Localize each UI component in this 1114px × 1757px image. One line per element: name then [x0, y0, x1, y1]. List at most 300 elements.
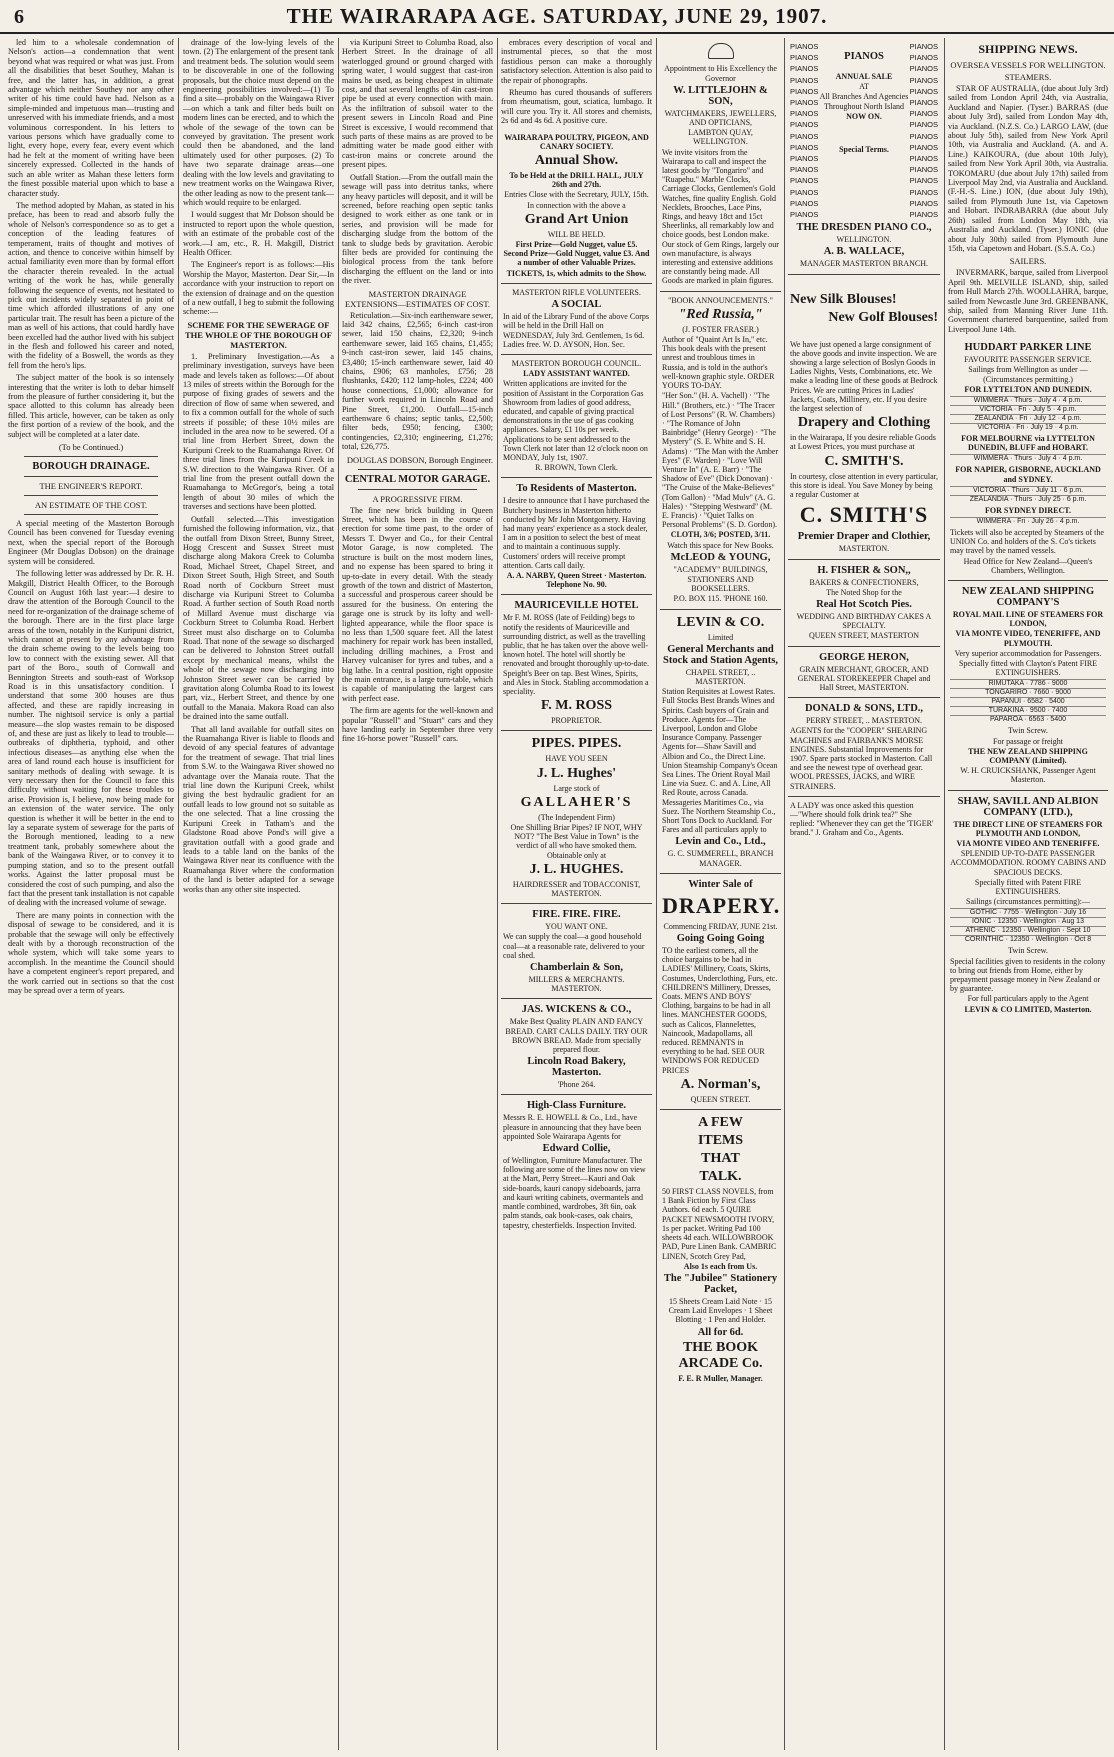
piano-word: PIANOS	[909, 187, 938, 197]
ad-text: FAVOURITE PASSENGER SERVICE.	[964, 355, 1092, 365]
table-cell: TONGARIRO · 7660 · 9000	[950, 689, 1106, 698]
ad-text: VIA MONTE VIDEO, TENERIFFE, AND PLYMOUTH.	[955, 629, 1101, 648]
shipping-heading: SHIPPING NEWS.	[978, 42, 1078, 56]
piano-word: PIANOS	[790, 109, 819, 119]
divider	[24, 476, 158, 477]
ad-text: In courtesy, close attention in every particular, this store is ideal. You Save Money by being a regular Customer at	[790, 471, 938, 500]
ad-title: Drapery and Clothing	[797, 415, 931, 431]
ad-text: We invite visitors from the Wairarapa to call and inspect the latest goods by "Tongariro" and "Ruapehu." Marble Clocks, Carriage Clocks, Gentlemen's Gold Watches, fine quality English. Gold Necklets, Brooches, Lace Pins, Rings, and heavy 18ct and 15ct Sheerlinks, all remarkably low and choice goods, best London make. Our stock of Gem Rings, largely our own manufacture, is always interesting and extensive additions are constantly being made. All Goods are marked in plain figures.	[662, 147, 779, 286]
table-cell: VICTORIA · Fri · July 5 · 4 p.m.	[950, 405, 1106, 414]
table-cell: PAPANUI · 6582 · 5400	[950, 698, 1106, 707]
ad-title: THE BOOK ARCADE Co.	[678, 1339, 763, 1371]
ad-text: in the Wairarapa, If you desire reliable Goods at Lowest Prices, you must purchase at	[790, 433, 936, 452]
ad-text: Also 1s each from Us.	[683, 1261, 758, 1271]
ad-text: W. H. CRUICKSHANK, Passenger Agent Masterton.	[960, 766, 1096, 785]
ad-title: J. L. HUGHES.	[529, 861, 624, 877]
table-row	[950, 707, 1106, 716]
page-number: 6	[14, 6, 24, 28]
ad-text: For passage or freight	[993, 736, 1063, 746]
article-paragraph: That all land available for outfall sites on the Ruamahanga River is liable to floods and devoid of any special features of advantage for the treatment of sewage. That trial lines from S.W. to the Waingawa River showed no advantage over the Manaia route. That the trial line down the Kuripuni Creek, whilst giving the best hydraulic gradient for an outfall leads to low ground not so suitable as the one selected. That a line crossing the Kuripuni Creek in Tatham's and the Gladstone Road above Pond's will give a gravitation outfall with a good grade and leads to a table land on the banks of the Waingawa River near its confluence with the Ruamahanga River where the conformation of the land is better adapted for a sewage works than any other site inspected.	[183, 724, 334, 894]
article-paragraph: There are many points in connection with the disposal of sewage to be considered, and it is probable that the sewage will only be effectively dealt with by a thorough reconstruction of the whole system, which will take some years to accomplish. In the meantime the Council should have a competent engineer's report prepared, and the work carried out in sections so that the cost may be spread over a term of years.	[8, 910, 174, 995]
fleet-table	[950, 908, 1106, 944]
masthead	[0, 4, 1114, 34]
shipping-subheading: OVERSEA VESSELS FOR WELLINGTON.	[950, 60, 1106, 70]
piano-word: PIANOS	[909, 64, 938, 74]
ad-text: QUEEN STREET, MASTERTON	[808, 631, 920, 641]
ad-text: ANNUAL SALE	[835, 72, 893, 81]
ad-text: GRAIN MERCHANT, GROCER, AND GENERAL STOREKEEPER Chapel and Hall Street, MASTERTON.	[797, 664, 931, 692]
article-paragraph: embraces every description of vocal and instrumental pieces, so that the most fastidious person can make a thoroughly satisfactory selection. Attention is also paid to the repair of phonographs.	[501, 38, 652, 85]
schedule-heading: FOR MELBOURNE via LYTTELTON DUNEDIN, BLUFF and HOBART.	[961, 433, 1095, 453]
shaw-savill-ad	[948, 791, 1108, 1019]
ad-text: VIA MONTE VIDEO AND TENERIFFE.	[956, 839, 1100, 849]
article-paragraph: The Engineer's report is as follows:—His Worship the Mayor, Masterton. Dear Sir,—In accordance with your instruction to report on the extension of drainage and on the question of a new outfall, I beg to submit the following scheme:—	[183, 260, 334, 317]
ad-text: Watch this space for New Books.	[667, 540, 774, 550]
piano-word: PIANOS	[909, 98, 938, 108]
piano-word: PIANOS	[909, 154, 938, 164]
table-cell: ZEALANDIA · Fri · July 12 · 4 p.m.	[950, 414, 1106, 423]
column-4	[501, 38, 652, 1750]
article-paragraph: The firm are agents for the well-known and popular "Russell" and "Stuart" cars and they have landing early in September three very fine 16-horse power "Russell" cars.	[342, 706, 493, 744]
table-cell: PAPAROA · 6563 · 5400	[950, 716, 1106, 725]
article-paragraph: via Kuripuni Street to Columba Road, also Herbert Street. In the drainage of all waterlogged ground or ground charged with spring water, I would suggest that cast-iron mains be used, as being cheapest in ultimate cost, and that several lengths of 4in cast-iron pipe be used at every connection with main. As the infiltration of subsoil water to the present sewers in Lincoln Road and Pine Street is excessive, I would recommend that such parts of these mains as are proved to be admitting water be made good either with cast-iron mains or concrete around the present pipes.	[342, 38, 493, 170]
article-paragraph: drainage of the low-lying levels of the town. (2) The enlargement of the present tank and treatment beds. The solution would seem to be discoverable in one of the following proposals, but the choice must depend on the engineering possibilities involved:—(1) To find a site—probably on the Waingawa River—on which a tank and filter beds built on modern lines can be erected, and to which the whole of the sewage of the town can be conveyed by gravitation. The present work could then be abandoned, and the land ultimately used for other purposes. (2) To have two separate drainage areas—one dealing with the low levels and gravitating to new treatment works on the Waingawa River, the other leading as now to the present tank—which would require to be enlarged.	[183, 38, 334, 207]
piano-word: PIANOS	[790, 210, 819, 220]
ad-text: One Shilling Briar Pipes? IF NOT, WHY NOT? "The Best Value in Town" is the verdict of all who have smoked them. Obtainable only at	[510, 823, 643, 860]
article-paragraph: I would suggest that Mr Dobson should be instructed to report upon the whole question, with an estimate of the probable cost of the work.—I am, etc., R. H. Makgill, District Health Officer.	[183, 210, 334, 257]
ad-text: TICKETS, 1s, which admits to the Show.	[506, 268, 647, 278]
ad-text: WATCHMAKERS, JEWELLERS, AND OPTICIANS,	[664, 108, 777, 128]
bakery-ad	[501, 999, 652, 1095]
ad-text: Twin Screw.	[1008, 726, 1048, 736]
ad-text: CLOTH, 3/6; POSTED, 3/11.	[670, 530, 771, 540]
table-row	[950, 698, 1106, 707]
ad-title: High-Class Furniture.	[527, 1100, 626, 1112]
ad-text: P.O. BOX 115. 'PHONE 160.	[673, 594, 768, 604]
ad-signature: R. BROWN, Town Clerk.	[535, 463, 618, 473]
ad-text: STATIONERS AND BOOKSELLERS.	[687, 574, 754, 594]
ad-title: LADY ASSISTANT WANTED.	[523, 369, 630, 379]
ad-title: New Golf Blouses!	[828, 309, 938, 325]
book-ad	[660, 292, 781, 610]
ad-title: DRAPERY.	[662, 892, 781, 918]
ad-text: Specially fitted with Patent FIRE EXTINGUISHERS.	[974, 877, 1082, 897]
ad-text: In connection with the above a	[527, 200, 626, 210]
ad-title: FIRE. FIRE. FIRE.	[532, 909, 621, 921]
schedule-table	[950, 396, 1106, 432]
ad-text: In aid of the Library Fund of the above Corps will be held in the Drill Hall on WEDNESDAY, July 3rd. Gentlemen, 1s 6d. Ladies free. W. D. AYSON, Hon. Sec.	[503, 312, 649, 349]
ad-text: HAVE YOU SEEN	[545, 754, 608, 764]
table-cell: IONIC · 12350 · Wellington · Aug 13	[950, 918, 1106, 927]
table-row	[950, 423, 1106, 432]
ad-title: New Silk Blouses!	[790, 291, 897, 307]
column-7	[948, 38, 1108, 1750]
ad-title: PIPES. PIPES.	[531, 736, 622, 752]
poultry-show-ad	[501, 129, 652, 284]
ad-text: LAMBTON QUAY, WELLINGTON.	[688, 128, 753, 147]
ad-text: SPLENDID UP-TO-DATE PASSENGER ACCOMMODATION. ROOMY CABINS AND SPACIOUS DECKS.	[950, 849, 1106, 877]
table-row	[950, 936, 1106, 945]
table-row	[950, 405, 1106, 414]
ad-title: Going Going Going	[676, 933, 765, 945]
piano-ad	[788, 38, 940, 275]
table-row	[950, 486, 1106, 495]
ad-title: H. FISHER & SON,,	[817, 564, 911, 576]
ad-title: Edward Collie,	[542, 1143, 611, 1155]
article-paragraph: The method adopted by Mahan, as stated in his preface, has been to read and absorb fully the whole of Nelson's correspondence so as to get a conception of the leading features of temperament, traits of thought and motives of action, and thence to conceive within himself by actual familiarity even more than by formal effort the character therein revealed. In the actual writing of the work he has, while generally following the sequence of events, not hesitated to pick out incidents widely separated in point of time which afforded illustrations of any one particular trait. The result has been a picture of the man as well of his actions, that could hardly have been excelled had the author lived with his subject in the flesh and followed his career and noted, with the fidelity of a Boswell, the words as they fell from the hero's lips.	[8, 200, 174, 370]
piano-word: PIANOS	[909, 198, 938, 208]
ad-title: W. LITTLEJOHN & SON,	[673, 84, 768, 107]
ad-title: TALK.	[699, 1169, 742, 1185]
furniture-ad	[501, 1095, 652, 1234]
article-paragraph: Rheumo has cured thousands of sufferers from rheumatism, gout, sciatica, lumbago. It will cure you. Try it. All stores and chemists, 2s 6d and 4s 6d. A positive cure.	[501, 88, 652, 126]
table-cell: ATHENIC · 12350 · Wellington · Sept 10	[950, 927, 1106, 936]
hotel-ad	[501, 595, 652, 731]
ad-title: Annual Show.	[534, 153, 619, 169]
piano-word: PIANOS	[790, 142, 819, 152]
shipping-subheading: STEAMERS.	[1004, 72, 1052, 82]
article-paragraph: Outfall Station.—From the outfall main the sewage will pass into detritus tanks, where any heavy particles will deposit, and it will be screened, before reaching open septic tanks designed to work either as one tank or in series, and provision will be made for discharging sludge from the bottom of the tank to sludge beds by gravitation. Aerobic filter beds are provided for continuing the biological process from the tank before discharging the effluent on the land or into the river.	[342, 172, 493, 286]
ad-text: HAIRDRESSER and TOBACCONIST, MASTERTON.	[512, 879, 641, 899]
divider	[24, 456, 158, 457]
ad-text: To be Held at the DRILL HALL, JULY 26th and 27th.	[509, 171, 644, 190]
ad-text: Entries Close with the Secretary, JULY, 15th.	[504, 190, 649, 200]
piano-ad-body	[818, 41, 909, 220]
ad-text: THE NEW ZEALAND SHIPPING COMPANY (Limited).	[968, 746, 1088, 766]
ad-text: For full particulars apply to the Agent	[967, 994, 1089, 1004]
ad-title: To Residents of Masterton.	[516, 483, 637, 495]
grocer-ad	[788, 647, 940, 699]
piano-word: PIANOS	[909, 42, 938, 51]
schedule-table	[950, 486, 1106, 504]
ad-title: A FEW	[698, 1115, 743, 1131]
piano-word: PIANOS	[790, 187, 819, 197]
ad-title: The "Jubilee" Stationery Packet,	[663, 1272, 778, 1295]
table-cell: VICTORIA · Fri · July 19 · 4 p.m.	[950, 423, 1106, 432]
ad-title: A. B. WALLACE,	[823, 246, 905, 258]
ad-text: I desire to announce that I have purchased the Butchery business in Masterton hitherto conducted by Mr John Montgomery. Having had many years' experience as a stock dealer, I am in a position to select the best of meat and to maintain a continuous supply. Customers' orders will receive prompt attention. Carts call daily.	[503, 496, 650, 570]
divider	[24, 514, 158, 515]
ad-title: Winter Sale of	[688, 878, 753, 890]
ad-text: A LADY was once asked this question—"Where should folk drink tea?" She replied: "Whenever they can get the 'TIGER' brand." J. Graham and Co., Agents.	[790, 800, 934, 838]
ad-text: 'Phone 264.	[557, 1080, 596, 1090]
ad-title: ITEMS	[697, 1133, 744, 1149]
table-cell: VICTORIA · Thurs · July 11 · 6 p.m.	[950, 486, 1106, 495]
piano-word: PIANOS	[790, 154, 819, 164]
ad-text: Mr F. M. ROSS (late of Feilding) begs to notify the residents of Mauriceville and surrounding district, as well as the travelling public, that he has taken over the above well-known hotel. The hotel will shortly be renovated and brought thoroughly up-to-date. Speight's Beer on tap. Best Wines, Spirits, and Ales in Stock. Stabling accommodation a speciality.	[503, 613, 649, 696]
shipping-subheading: SAILERS.	[1009, 256, 1047, 267]
ad-text: (J. FOSTER FRASER.)	[682, 324, 759, 334]
ad-text: YOU WANT ONE.	[545, 922, 608, 932]
pianos-border-left	[790, 41, 818, 220]
ad-title: J. L. Hughes'	[536, 765, 617, 781]
divider	[358, 469, 477, 470]
piano-word: PIANOS	[790, 42, 819, 51]
divider	[358, 489, 477, 490]
article-paragraph: The fine new brick building in Queen Street, which has been in the course of erection for some time past, to the order of Messrs T. Dwyer and Co., for their Central Motor Garage, is now completed. The structure is built on the most modern lines, and no expense has been spared to bring it up-to-date in every detail. With the steady growth of the town and district of Masterton, a successful and prosperous career should be assured for the business. On entering the garage one is struck by its lofty and well-lighted appearance, while the floor space is no less than 1,500 square feet. All the latest machinery for repair work has been installed, including drilling machines, a Frost and Harvey vulcaniser for tyres and tubes, and a big lathe. In a central position, right opposite the main entrance, is a large turn-table, which is capable of manipulating the largest cars with perfect ease.	[342, 505, 493, 703]
schedule-table	[950, 454, 1106, 463]
piano-word: PIANOS	[909, 53, 938, 63]
table-row	[950, 689, 1106, 698]
column-5	[660, 38, 781, 1750]
ad-title: Chamberlain & Son,	[529, 962, 624, 974]
ad-text: WELLINGTON.	[836, 235, 892, 245]
ad-text: of Wellington, Furniture Manufacturer. The following are some of the lines now on view at the Mart, Perry Street—Kauri and Oak side-boards, kauri canopy sideboards, jarra and kauri writing cabinets, overmantels and mantle combined, wardrobes, 3ft 6in, oak palm stands, oak book-cases, oak chairs, tapestry, chesterfields. Inspection Invited.	[503, 1156, 646, 1230]
piano-word: PIANOS	[790, 176, 819, 186]
piano-word: PIANOS	[909, 131, 938, 141]
ad-title: GEORGE HERON,	[819, 651, 909, 663]
ad-text: BAKERS & CONFECTIONERS,	[809, 577, 919, 587]
ad-text: Twin Screw.	[1008, 946, 1048, 956]
article-paragraph: Outfall selected.—This investigation furnished the following information, viz., that the outfall from Dixon Street, Bunny Street, Hogg Crescent and Sussex Street must discharge along Makora Creek to Columba Road, Michael Street, Chapel Street, and Dixon Street South, High Street, and South Road north of Cockburn Street must discharge via Kuripuni Street to Columba Road. A further section of South Road north of Millard Avenue must discharge via Cockburn Street to Columba Road. Herbert Street must also discharge on to Columba Road. That none of the sewage so discharged can be delivered to Johnston Street outfall except by mechanical means, whilst the whole of the sewage now discharging into Johnston Street sewer can be carried by gravitation along Columba Road to its lowest part, viz., Herbert Street, and thence by one outfall to the Manaia. Makora Road can also be drained into the same outfall.	[183, 514, 334, 722]
ad-text: Station Requisites at Lowest Rates. Full Stocks Best Brands Wines and Spirits. Cash buyers of Grain and Produce. Agents for—The Liverpool, London and Globe Insurance Company. Passenger Agents for—Shaw Savill and Albion and Co., the Direct Line. Union Steamship Company's Ocean Sea Lines. The Orient Royal Mail Line via Suez. C. and A. Line, All Red Route, across Canada. Messageries Maritimes Co., via Suez. The Northern Steamship Co., Short Tons Dock to Auckland. For Fares and all particulars apply to	[662, 687, 778, 835]
table-cell: ZEALANDIA · Thurs · July 25 · 6 p.m.	[950, 495, 1106, 504]
ad-title: Levin and Co., Ltd.,	[675, 836, 766, 848]
ad-text: "Her Son." (H. A. Vachell) · "The Hill." (Brothers, etc.) · "The Tracer of Lost Persons" (R. W. Chambers) · "The Romance of John Bainbridge" (Henry George) · "The Mystery" (S. E. White and S. H. Adams) · "The Man with the Amber Eyes" (F. Warden) · "Love Will Venture In" (A. E. Barr) · "The Shadow of Eve" (Dick Donovan) · "The Cruise of the Make-Believes" (Tom Gallon) · "Mad Mulv" (A. G. Hales) · "Stepping Westward" (M. E. Francis) · "Quiet Talks on Personal Problems" (S. D. Gordon).	[662, 391, 779, 530]
ad-text: The Noted Shop for the	[826, 587, 902, 597]
ad-title: A. Norman's,	[680, 1076, 761, 1092]
baker-ad	[788, 560, 940, 647]
table-row	[950, 716, 1106, 725]
table-cell: WIMMERA · Thurs · July 4 · 4 p.m.	[950, 396, 1106, 405]
ad-title: THE DRESDEN PIANO CO.,	[796, 222, 932, 234]
pipes-ad	[501, 731, 652, 904]
piano-word: PIANOS	[790, 86, 819, 96]
table-cell: WIMMERA · Thurs · July 4 · 4 p.m.	[950, 455, 1106, 464]
schedule-heading: FOR SYDNEY DIRECT.	[984, 505, 1071, 515]
ad-text: Author of "Quaint Art Is In," etc. This book deals with the present unrest and troublous times in Russia, and is told in the author's well-known graphic style. ORDER YOURS TO-DAY.	[662, 335, 775, 391]
article-heading: BOROUGH DRAINAGE.	[32, 461, 150, 473]
table-row	[950, 517, 1106, 526]
article-paragraph: A special meeting of the Masterton Borough Council has been convened for Tuesday evening next, when the special report of the Borough Engineer (Mr Douglas Dobson) on the drainage system will be considered.	[8, 519, 174, 566]
article-subheading: SCHEME FOR THE SEWERAGE OF THE WHOLE OF THE BOROUGH OF MASTERTON.	[185, 319, 332, 350]
ad-text: Head Office for New Zealand—Queen's Chambers, Wellington.	[963, 556, 1093, 575]
ad-text: 50 FIRST CLASS NOVELS, from 1 Bank Fiction by First Class Authors. 6d each. 5 QUIRE PACKET NEWSMOOTH IVORY, 1s per packet. Writing Pad 100 sheets 4d each. WILLOWBROOK PAD, Pure Linen Bank. CAMBRIC LINEN, Scotch Grey Pad,	[662, 1187, 777, 1261]
schedule-table	[950, 517, 1106, 526]
article-paragraph: 1. Preliminary Investigation.—As a preliminary investigation, surveys have been made and levels taken as follows:—Of about 13 miles of streets within the Borough for the purpose of fixing grades of sewers and the direction of flow of same when sewered, and to fix a common outfall for the whole of such streets if possible; of these 10½ miles are included in the area now to be sewered. Of a trial line from Herbert Street, down the Kuripuni Creek to the Ruamahanga River. Of three trial lines from the Kuripuni Creek in S.W. direction to the Waingawa River. Of a trial line from the present outfall down the Ruamahanga to McGregor's, being a total length of about 30 miles of which the traverses and sections have been plotted.	[183, 351, 334, 512]
column-3	[342, 38, 493, 1750]
coal-ad	[501, 904, 652, 999]
ad-text: NOW ON.	[846, 111, 882, 121]
article-subheading: AN ESTIMATE OF THE COST.	[34, 500, 148, 511]
column-2	[183, 38, 334, 1750]
ad-text: Sailings (circumstances permitting):—	[966, 897, 1090, 907]
ad-title: GALLAHER'S	[520, 794, 633, 810]
table-row	[950, 680, 1106, 689]
piano-word: PIANOS	[790, 165, 819, 175]
ad-text: Limited	[707, 632, 734, 642]
column-rule	[178, 38, 179, 1750]
ad-text: PERRY STREET, .. MASTERTON.	[805, 716, 923, 726]
column-rule	[944, 38, 945, 1750]
ad-title: PIANOS	[844, 51, 884, 62]
table-cell: WIMMERA · Fri · July 26 · 4 p.m.	[950, 517, 1106, 526]
ad-text: CHAPEL STREET, .. MASTERTON.	[685, 667, 756, 686]
shipping-list: INVERMARK, barque, sailed from Liverpool April 9th. MELVILLE ISLAND, ship, sailed from Hull March 27th. WOOLLAHRA, barque, sailed from Newcastle June 3rd. GREENBANK, ship, sailed from Manning River June 11th. Government chartered barquentine, sailed from Liverpool June 14th.	[948, 268, 1108, 334]
table-row	[950, 927, 1106, 936]
piano-word: PIANOS	[909, 165, 938, 175]
ad-title: HUDDART PARKER LINE	[964, 342, 1092, 354]
continued-note: (To be Continued.)	[58, 442, 124, 453]
ad-text: All Branches And Agencies Throughout North Island	[819, 92, 909, 111]
ad-title: JAS. WICKENS & CO.,	[521, 1004, 632, 1016]
table-row	[950, 909, 1106, 918]
table-row	[950, 414, 1106, 423]
ad-signature: F. M. ROSS	[540, 698, 613, 714]
ad-text: MASTERTON.	[838, 544, 890, 554]
column-rule	[338, 38, 339, 1750]
ad-text: Very superior accommodation for Passengers.	[954, 648, 1102, 658]
ad-text: Messrs R. E. HOWELL & Co., Ltd., have pleasure in announcing that they have been appointed Sole Wairarapa Agents for	[503, 1113, 642, 1141]
ad-text: We have just opened a large consignment of the above goods and invite inspection. We are showing a large selection of Boslyn Goods in Ladies Nights, Vests, Combinations, etc. We make a leading line of these goods at Bedrock Prices. We are cutting Prices in Ladies' Jackets, Coats, Millinery, etc. If you desire the largest selection of	[790, 339, 938, 414]
ad-heading: MASTERTON RIFLE VOLUNTEERS.	[512, 287, 641, 297]
ad-title: DONALD & SONS, LTD.,	[804, 703, 924, 715]
butchery-ad	[501, 478, 652, 595]
levin-ad	[660, 610, 781, 874]
column-1	[8, 38, 174, 1750]
piano-word: PIANOS	[790, 120, 819, 130]
tea-ad	[788, 797, 940, 843]
piano-word: PIANOS	[909, 142, 938, 152]
royal-crest-icon	[708, 43, 734, 59]
newspaper-title: THE WAIRARAPA AGE. SATURDAY, JUNE 29, 1907.	[286, 4, 828, 28]
jeweller-ad	[660, 38, 781, 292]
piano-word: PIANOS	[909, 210, 938, 220]
table-row	[950, 495, 1106, 504]
article-paragraph: led him to a wholesale condemnation of Nelson's action—a condemnation that went beyond what was required or what was just. From all the disabilities that beset Southey, Mahan is free, and the latter has, in addition, a great advantage which neither Southey nor any other writer of his time could have had. Nelson as a simple-minded and impetuous man—trusting and unreserved with his immediate friends, and a most voluminous correspondent. In his letters to various persons which have gradually come to light, every hope, every fear, every event which had he felt at the moment of writing have been sincerely expressed. Collected in the hands of such an able writer as Mahan these letters form the finest possible material upon which to base a character study.	[8, 38, 174, 198]
table-cell: RIMUTAKA · 7786 · 9000	[950, 680, 1106, 689]
ad-heading: WAIRARAPA POULTRY, PIGEON, AND CANARY SOCIETY.	[504, 132, 649, 151]
ad-title: C. SMITH'S.	[824, 453, 904, 469]
ad-title: C. SMITH'S	[799, 502, 929, 528]
huddart-parker-ad	[948, 337, 1108, 581]
article-signature: DOUGLAS DOBSON, Borough Engineer.	[346, 454, 493, 465]
table-cell: CORINTHIC · 12350 · Wellington · Oct 8	[950, 936, 1106, 945]
ad-text: WEDDING AND BIRTHDAY CAKES A SPECIALTY.	[796, 611, 932, 631]
ad-text: We can supply the coal—a good household coal—at a reasonable rate, delivered to your coal shed.	[503, 932, 645, 960]
draper-ad	[788, 275, 940, 560]
ad-text: G. C. SUMMERELL, BRANCH MANAGER.	[667, 849, 774, 868]
ad-text: TO the earliest comers, all the choice bargains to be had in LADIES' Millinery, Coats, Skirts, Costumes, Underclothing, Furs, etc. CHILDREN'S Millinery, Dresses, Coats. MEN'S AND BOYS' Clothing, bargains to be had in all lines. MANCHESTER GOODS, such as Calicos, Flannelettes, Naincook, Madapollams, all reduced. REMNANTS in everything to be had. SEE OUR WINDOWS FOR REDUCED PRICES	[662, 946, 778, 1075]
ad-heading: MASTERTON BOROUGH COUNCIL.	[511, 358, 642, 368]
piano-word: PIANOS	[790, 98, 819, 108]
article-paragraph: The following letter was addressed by Dr. R. H. Makgill, District Health Officer, to the Borough Council on August 16th last year:—I desire to draw the attention of the Borough Council to the need for re-organization of the drainage scheme of the borough. There are in the first place large areas of the town, notably in the Kuripuni district, which cannot at present by any advantage from the drain scheme owing to the levels being too low to connect with the existing sewer. All that part of the Boro., south of Cornwall and Bennington Streets and south-east of Worksop Road is in this unsatisfactory condition. I understand that some 300 houses are thus affected, and these are rapidly increasing in number. The nightsoil service is only a partial measure—the slop wastes remain to be disposed of, and these are just as likely to lead to trouble—outbreaks of diphtheria, typhoid, and other infectious diseases—as anything else when the area of land round each house is insufficient for sanitary methods of dealing with sewage. It is very necessary then for the Council to face this difficulty without waiting for these troubles to arise. Provision is, I believe, now being made for an extension of the water service. The only question is whether it will be better in the end to lay a separate system of sewerage for the parts of the Borough mentioned, leading to a new treatment tank, probably somewhere about the bank of the Waingawa River, or to convey it to pumping station, and so to the present outfall works. Against the latter proposal must be considered the cost of such pumping, and also the fact that the present tank installation is not capable of dealing with the increased volume of sewage.	[8, 569, 174, 908]
ad-heading: "BOOK ANNOUNCEMENTS."	[668, 295, 773, 305]
ad-text: MILLERS & MERCHANTS. MASTERTON.	[528, 975, 625, 994]
piano-word: PIANOS	[790, 198, 819, 208]
article-subheading: MASTERTON DRAINAGE EXTENSIONS—ESTIMATES OF COST.	[344, 288, 491, 309]
ad-title: All for 6d.	[697, 1326, 744, 1338]
ad-text: Commencing FRIDAY, JUNE 21st.	[663, 921, 778, 931]
divider	[24, 495, 158, 496]
ad-text: Large stock of	[553, 783, 600, 793]
ad-title: MAURICEVILLE HOTEL	[514, 600, 639, 612]
ad-title: THAT	[701, 1151, 740, 1167]
ad-title: Grand Art Union	[524, 211, 629, 227]
ad-text: Special Terms.	[839, 145, 889, 155]
piano-word: PIANOS	[909, 109, 938, 119]
piano-word: PIANOS	[790, 53, 819, 63]
ad-title: SHAW, SAVILL AND ALBION COMPANY (LTD.),	[957, 795, 1099, 818]
column-rule	[656, 38, 657, 1750]
drapery-sale-ad	[660, 874, 781, 1110]
ad-text: PROPRIETOR.	[551, 716, 602, 726]
ad-text: First Prize—Gold Nugget, value £5. Second Prize—Gold Nugget, value £3. And a number of other Valuable Prizes.	[503, 240, 650, 268]
ad-title: McLEOD & YOUNG,	[670, 551, 771, 563]
ad-title: General Merchants and Stock and Station Agents,	[663, 643, 778, 666]
article-subheading: A PROGRESSIVE FIRM.	[372, 493, 463, 504]
ad-text: LEVIN & CO LIMITED, Masterton.	[964, 1004, 1092, 1014]
ad-text: Specially fitted with Clayton's Patent FIRE EXTINGUISHERS.	[958, 659, 1098, 678]
piano-word: PIANOS	[909, 75, 938, 85]
article-paragraph: The subject matter of the book is so intensely interesting that the writer is loth to debar himself from the pleasure of further considering it, but the space allotted to this column has already been filled. This article, however, can be taken as only the first portion of a review of the book, and the subject will be completed at a later date.	[8, 373, 174, 439]
ad-title: Real Hot Scotch Pies.	[816, 598, 912, 610]
column-rule	[497, 38, 498, 1750]
ad-text: 15 Sheets Cream Laid Note · 15 Cream Laid Envelopes · 1 Sheet Blotting · 1 Pen and Holder.	[668, 1296, 773, 1325]
rifle-social-ad	[501, 284, 652, 355]
ad-text: "ACADEMY" BUILDINGS,	[673, 564, 768, 574]
table-cell: TURAKINA · 9500 · 7400	[950, 707, 1106, 716]
piano-word: PIANOS	[790, 131, 819, 141]
ad-text: Written applications are invited for the position of Assistant in the Corporation Gas Showroom from ladies of good address, educated, and capable of giving practical demonstrations in the use of gas cooking appliances. Salary, £1 10s per week. Applications to be sent addressed to the Town Clerk not later than 12 o'clock noon on MONDAY, July 1st, 1907.	[503, 379, 648, 462]
column-rule	[784, 38, 785, 1750]
table-row	[950, 918, 1106, 927]
table-row	[950, 396, 1106, 405]
ad-text: Special facilities given to residents in the colony to bring out friends from Home, either by prepayment passage money in New Zealand or by guarantee.	[950, 956, 1106, 994]
ad-text: ROYAL MAIL LINE OF STEAMERS FOR LONDON,	[952, 610, 1104, 629]
pianos-border-right	[910, 41, 938, 220]
ad-title: NEW ZEALAND SHIPPING COMPANY'S	[961, 586, 1095, 608]
ad-text: MANAGER MASTERTON BRANCH.	[799, 259, 929, 269]
ad-text: Tickets will also be accepted by Steamers of the UNION Co. and holders of the S. Co's tickets may travel by the named vessels.	[950, 527, 1104, 556]
shearing-ad	[788, 698, 940, 797]
ad-title: A SOCIAL	[551, 299, 602, 311]
ad-signature: A. A. NARBY, Queen Street · Masterton. Telephone No. 90.	[506, 570, 647, 590]
ad-title: LEVIN & CO.	[676, 614, 765, 630]
ad-text: WILL BE HELD.	[547, 229, 606, 239]
table-row	[950, 455, 1106, 464]
ad-text: QUEEN STREET.	[690, 1094, 751, 1104]
piano-word: PIANOS	[790, 75, 819, 85]
nz-shipping-ad	[948, 581, 1108, 791]
column-6	[788, 38, 940, 1750]
ad-text: F. E. R Muller, Manager.	[678, 1373, 763, 1383]
ad-text: Sailings from Wellington as under — (Circumstances permitting.)	[968, 365, 1088, 384]
book-arcade-ad	[660, 1110, 781, 1388]
ad-text: Make Best Quality PLAIN AND FANCY BREAD. CART CALLS DAILY. TRY OUR BROWN BREAD. Made from specially prepared flour.	[505, 1017, 648, 1055]
schedule-heading: FOR NAPIER, GISBORNE, AUCKLAND and SYDNEY.	[955, 465, 1101, 484]
ad-text: AGENTS for the "COOPER" SHEARING MACHINES and FAIRBANK'S MORSE ENGINES. Substantial Improvements for 1907. Spare parts stocked in Masterton. Call and see the newest type of overhead gear. WOOL PRESSES, JACKS, and WIRE STRAINERS.	[790, 726, 933, 791]
article-subheading: THE ENGINEER'S REPORT.	[39, 481, 143, 492]
ad-title: Lincoln Road Bakery, Masterton.	[527, 1056, 626, 1079]
article-heading: CENTRAL MOTOR GARAGE.	[344, 473, 491, 485]
piano-word: PIANOS	[909, 86, 938, 96]
shipping-list: STAR OF AUSTRALIA, (due about July 3rd) sailed from London April 24th, via Australia, Auckland and Napier. (Tyser.) BARRAS (due about July 3rd), sailed from London May 4th, via Auckland. (N.Z.S. Co.) LARGO LAW, (due about July 5th), sailed from New York April 10th, via Australia and Auckland. (A. and A. Line.) KAIKOURA, (due about 10th July), sailed from New York April 30th, via Australia. TOKOMARU (due about July 17th) sailed from Liverpool May 2nd, via Australia and Auckland. (F.-H.-S. Line.) ION, (due about July 19th), sailed from Plymouth June 1st, via Capetown and Hobart. INDRABARRA (due about July 26th) sailed from London May 18th, via Australia and Auckland. (Tyser.) IONIC (due about July 30th) sailed from Plymouth June 15th, via Capetown and Hobart. (S.S.A. Co.)	[948, 84, 1108, 253]
table-cell: GOTHIC · 7755 · Wellington · July 16	[950, 909, 1106, 918]
article-paragraph: Reticulation.—Six-inch earthenware sewer, laid 342 chains, £2,565; 6-inch cast-iron sewer, laid 150 chains, £2,320; 9-inch earthenware sewer, laid 165 chains, £1,455; 9-inch cast-iron sewer, laid 145 chains, £3,480; 15-inch earthenware sewer, laid 40 chains, £906; 63 manholes, £756; 28 flushtanks, £420; 112 lamp-holes, £224; 400 house connections, £1,000; allowance for further work required in Lincoln Road and Pine Street, £1,200. Outfall—15-inch earthenware 6 chains; septic tanks, £2,500; filter beds, £950; fencing, £300; contingencies, £2,310; engineering, £1,276; total, £26,775.	[342, 310, 493, 452]
council-ad	[501, 355, 652, 478]
ad-title: "Red Russia,"	[678, 306, 763, 322]
ad-title: Premier Draper and Clothier,	[797, 531, 931, 543]
ad-text: THE DIRECT LINE OF STEAMERS FOR PLYMOUTH AND LONDON,	[953, 819, 1103, 838]
piano-word: PIANOS	[790, 64, 819, 74]
piano-word: PIANOS	[909, 120, 938, 130]
piano-word: PIANOS	[909, 176, 938, 186]
fleet-table	[950, 679, 1106, 724]
ad-text: AT	[859, 82, 869, 92]
ad-text: Appointment to His Excellency the Governor	[664, 64, 777, 83]
schedule-heading: FOR LYTTELTON AND DUNEDIN.	[964, 384, 1092, 394]
